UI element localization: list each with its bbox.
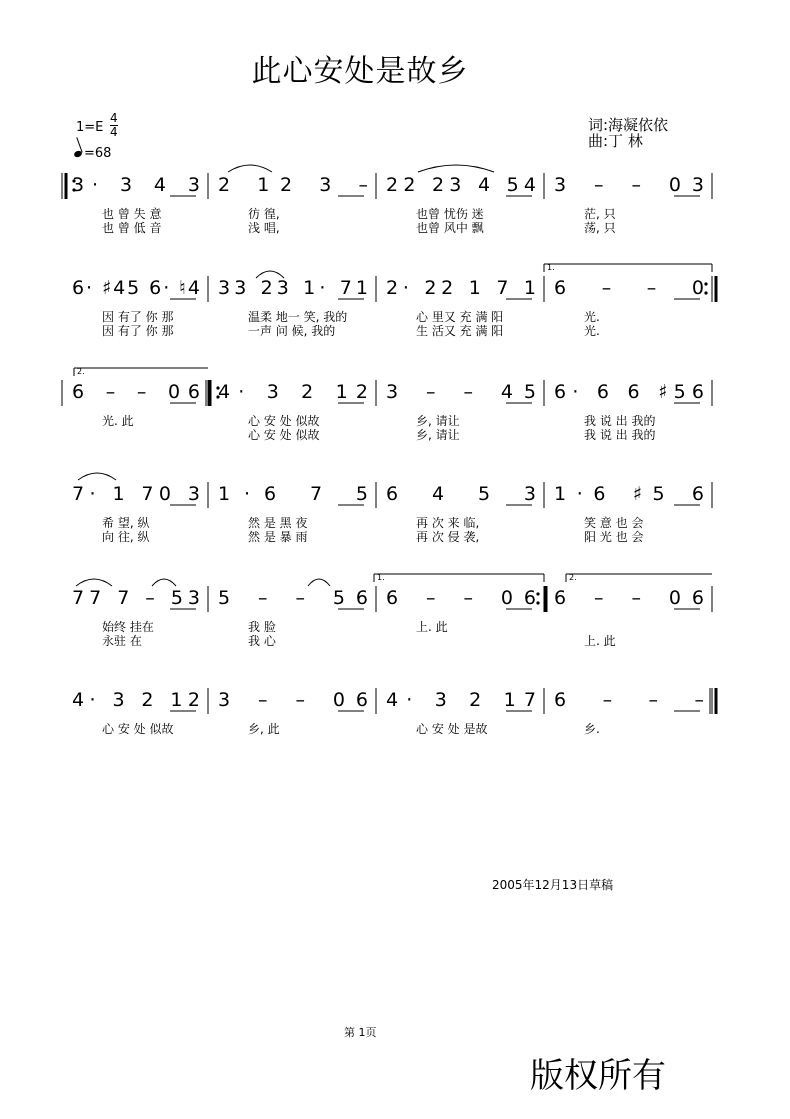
- tempo-value: =68: [84, 146, 112, 161]
- time-signature-bottom: 4: [110, 125, 118, 139]
- measure-notes: 6· ♯45 6· ♮4: [72, 277, 200, 299]
- lyric-line-1: 再 次 来 临,: [416, 516, 480, 530]
- measure-notes: 2 12 3 –: [218, 174, 368, 196]
- lyric-line-2: 也曾 风中 飘: [416, 221, 484, 235]
- measure-notes: 3 – – 45: [386, 381, 536, 403]
- copyright-notice: 版权所有: [530, 1056, 666, 1096]
- lyric-line-2: 我 说 出 我的: [584, 428, 656, 442]
- lyric-line-1: 乡.: [584, 722, 600, 736]
- slur: [418, 165, 494, 172]
- measure-notes: 33 23 1· 71: [218, 277, 368, 299]
- lyric-line-2: 一声 问 候, 我的: [248, 324, 336, 338]
- measure-notes: 1·6 ♯5 6: [554, 483, 704, 505]
- lyric-line-1: 我 脸: [248, 620, 276, 634]
- composer-credit: 曲:丁 林: [588, 132, 643, 150]
- measure-notes: 4· 3 2 12: [72, 689, 200, 711]
- volta-label: 1.: [377, 573, 385, 582]
- lyric-line-2: 心 安 处 似故: [248, 428, 320, 442]
- lyric-line-2: 光.: [584, 324, 600, 338]
- lyric-line-2: 荡, 只: [584, 221, 616, 235]
- lyric-line-2: 也 曾 低 音: [102, 221, 162, 235]
- measure-notes: 1·6 7 5: [218, 483, 368, 505]
- lyric-line-1: 彷 徨,: [248, 207, 280, 221]
- measure-notes: 7· 1 70 3: [72, 483, 200, 505]
- measure-notes: 6 – – 06: [554, 587, 704, 609]
- measure-notes: 3 – – 06: [218, 689, 368, 711]
- volta-label: 2.: [569, 573, 577, 582]
- lyric-line-2: 上. 此: [584, 634, 616, 648]
- lyric-line-1: 笑 意 也 会: [584, 516, 644, 530]
- measure-notes: 4· 3 2 17: [386, 689, 536, 711]
- lyric-line-1: 光. 此: [102, 414, 134, 428]
- measure-notes: 6 4 5 3: [386, 483, 536, 505]
- key-signature: 1=E: [76, 120, 104, 135]
- lyric-line-1: 希 望, 纵: [102, 516, 150, 530]
- draft-date: 2005年12月13日草稿: [492, 878, 614, 892]
- measure-notes: 3 – – 03: [554, 174, 704, 196]
- lyric-line-2: 生 活又 充 满 阳: [416, 324, 504, 338]
- measure-notes: 6 – – 06: [386, 587, 536, 609]
- page-number: 第 1页: [344, 1026, 377, 1039]
- lyric-line-1: 也曾 忧伤 迷: [416, 207, 484, 221]
- measure-notes: 2· 22 1 7 1: [386, 277, 536, 299]
- measure-notes: 6 – – 06: [72, 381, 200, 403]
- lyric-line-2: 然 是 暴 雨: [248, 530, 308, 544]
- lyric-line-1: 乡, 请让: [416, 414, 460, 428]
- lyric-line-1: 然 是 黑 夜: [248, 516, 308, 530]
- lyric-line-1: 乡, 此: [248, 722, 280, 736]
- lyric-line-1: 始终 挂在: [102, 620, 154, 634]
- lyric-line-1: 也 曾 失 意: [102, 207, 162, 221]
- lyric-line-2: 永驻 在: [102, 634, 142, 648]
- time-signature-top: 4: [110, 111, 118, 125]
- lyricist-credit: 词:海凝依依: [588, 116, 669, 134]
- lyric-line-1: 上. 此: [416, 620, 448, 634]
- lyric-line-1: 我 说 出 我的: [584, 414, 656, 428]
- repeat-dot: [704, 291, 707, 294]
- slur: [308, 579, 330, 586]
- lyric-line-2: 因 有了 你 那: [102, 324, 174, 338]
- lyric-line-1: 心 安 处 似故: [248, 414, 320, 428]
- measure-notes: 6 – – 0: [554, 277, 704, 299]
- slur: [152, 579, 176, 586]
- measure-notes: 22 23 4 54: [386, 174, 536, 196]
- lyric-line-1: 因 有了 你 那: [102, 310, 174, 324]
- lyric-line-1: 茫, 只: [584, 207, 616, 221]
- repeat-dot: [536, 592, 539, 595]
- measure-notes: 77 7 – 53: [72, 587, 200, 609]
- lyric-line-2: 乡, 请让: [416, 428, 460, 442]
- lyric-line-2: 阳 光 也 会: [584, 530, 644, 544]
- lyric-line-2: 浅 唱,: [248, 221, 280, 235]
- slur: [78, 473, 116, 480]
- repeat-dot: [536, 601, 539, 604]
- measure-notes: 6· 6 6 ♯56: [554, 381, 704, 403]
- lyric-line-1: 温柔 地一 笑, 我的: [248, 310, 348, 324]
- lyric-line-1: 心 安 处 似故: [102, 722, 174, 736]
- lyric-line-1: 心 安 处 是故: [416, 722, 488, 736]
- repeat-dot: [704, 282, 707, 285]
- slur: [228, 165, 272, 172]
- volta-label: 2.: [77, 367, 85, 376]
- lyric-line-1: 光.: [584, 310, 600, 324]
- measure-notes: 6 – – –: [554, 689, 704, 711]
- lyric-line-2: 向 往, 纵: [102, 530, 150, 544]
- song-title: 此心安处是故乡: [251, 54, 469, 89]
- volta-label: 1.: [547, 263, 555, 272]
- lyric-line-1: 心 里又 充 满 阳: [416, 310, 504, 324]
- slur: [76, 579, 112, 586]
- lyric-line-2: 再 次 侵 袭,: [416, 530, 480, 544]
- lyric-line-2: 我 心: [248, 634, 276, 648]
- measure-notes: 5 – – 56: [218, 587, 368, 609]
- measure-notes: 4· 3 2 12: [218, 381, 368, 403]
- measure-notes: 3· 3 4 3: [72, 174, 200, 196]
